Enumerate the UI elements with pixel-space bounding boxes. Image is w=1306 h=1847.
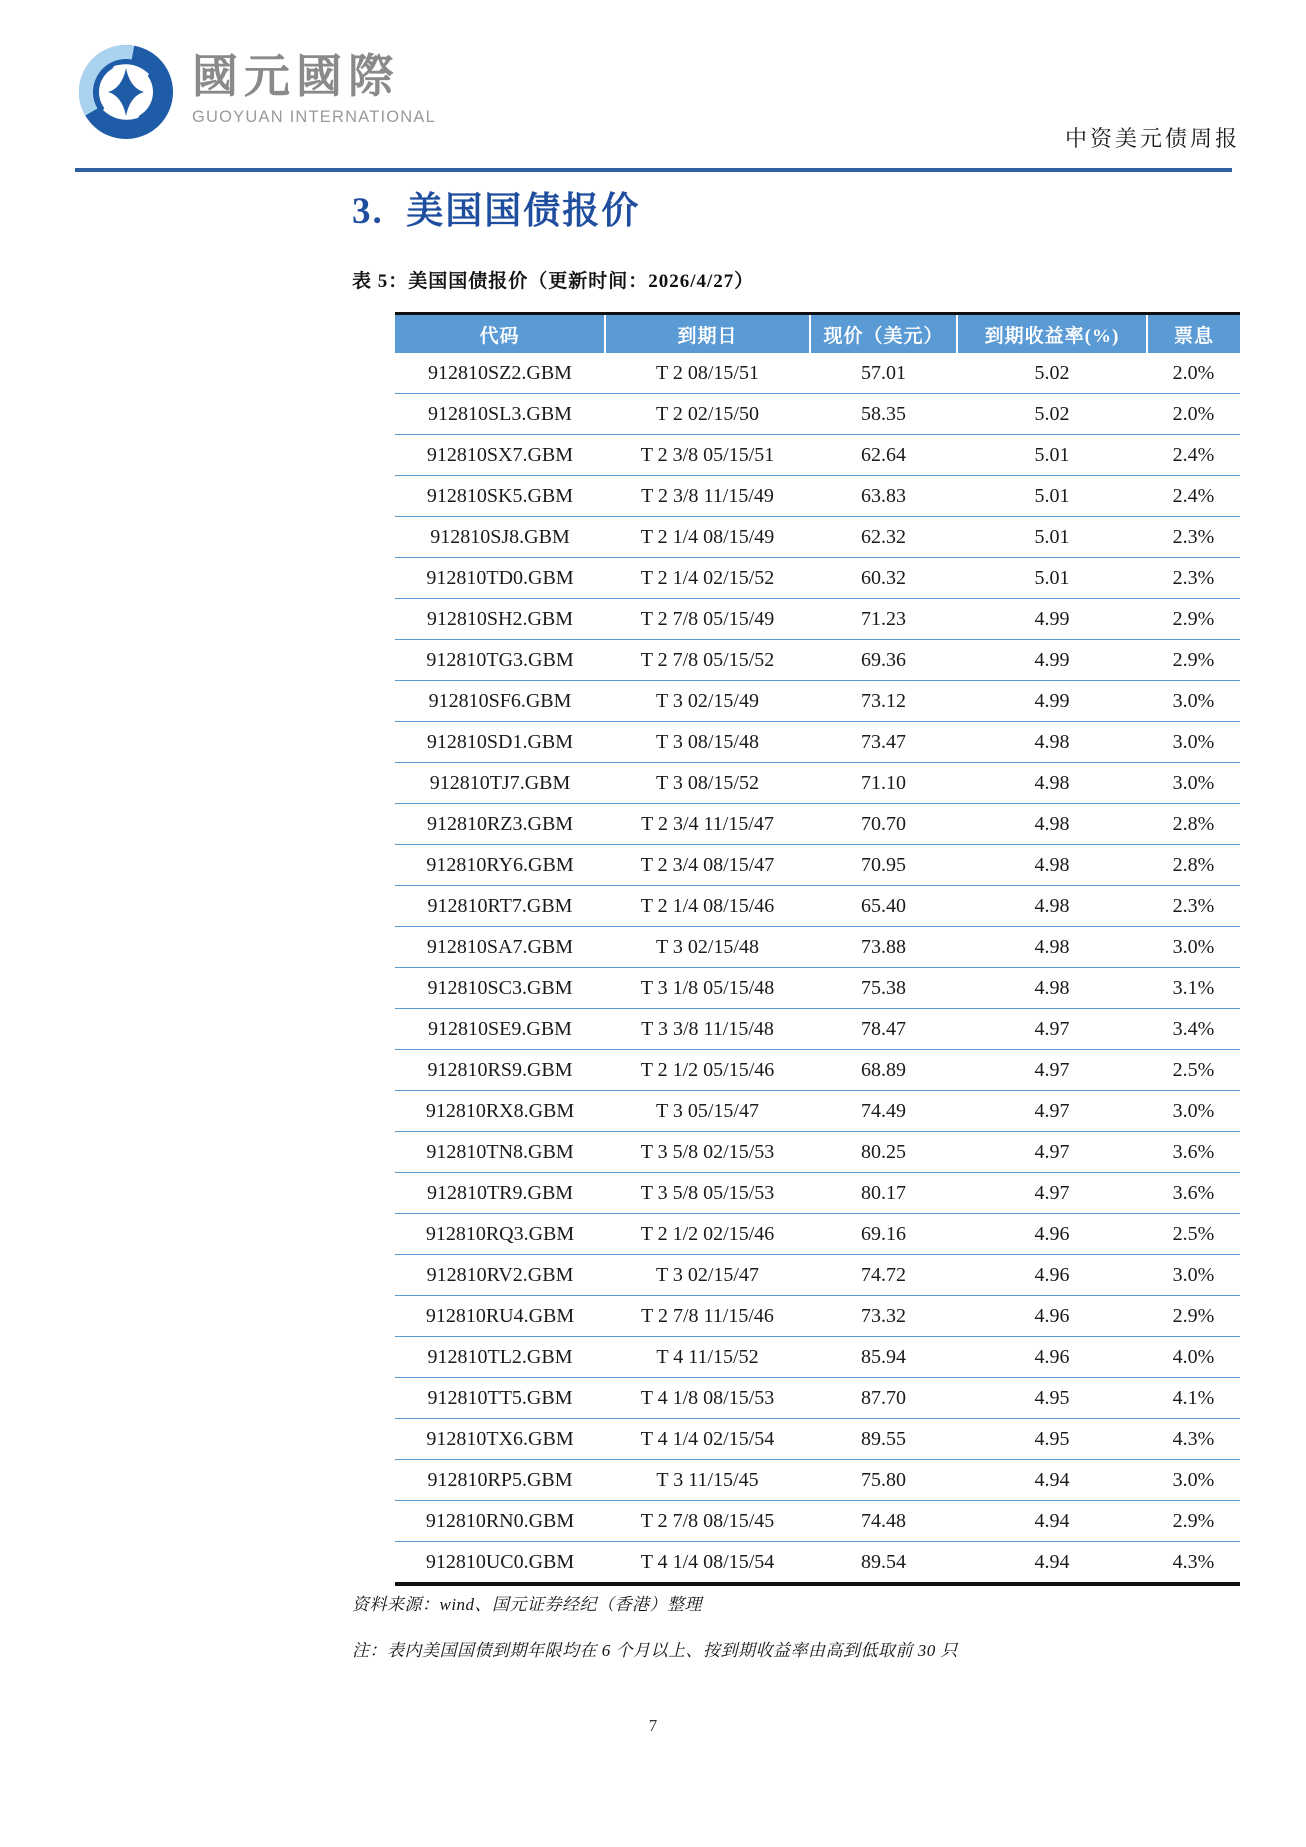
company-logo [76,42,436,142]
cell-code: 912810RX8.GBM [395,1091,605,1132]
cell-maturity: T 3 5/8 05/15/53 [605,1173,810,1214]
cell-maturity: T 2 1/4 08/15/49 [605,517,810,558]
cell-code: 912810SX7.GBM [395,435,605,476]
cell-ytm: 4.95 [957,1419,1147,1460]
cell-price: 73.47 [810,722,957,763]
cell-maturity: T 3 08/15/48 [605,722,810,763]
cell-code: 912810TT5.GBM [395,1378,605,1419]
cell-coupon: 3.1% [1147,968,1240,1009]
cell-ytm: 4.96 [957,1255,1147,1296]
cell-ytm: 5.01 [957,517,1147,558]
cell-ytm: 4.98 [957,886,1147,927]
cell-ytm: 4.97 [957,1091,1147,1132]
cell-coupon: 4.1% [1147,1378,1240,1419]
cell-price: 60.32 [810,558,957,599]
cell-price: 80.25 [810,1132,957,1173]
cell-coupon: 3.0% [1147,1460,1240,1501]
table-row [395,1091,1240,1132]
cell-maturity: T 4 1/4 02/15/54 [605,1419,810,1460]
table-row [395,1460,1240,1501]
cell-code: 912810RY6.GBM [395,845,605,886]
cell-ytm: 4.95 [957,1378,1147,1419]
cell-code: 912810TR9.GBM [395,1173,605,1214]
cell-ytm: 4.99 [957,681,1147,722]
cell-coupon: 2.9% [1147,1501,1240,1542]
section-heading: 3. 美国国债报价 [352,191,641,232]
cell-code: 912810SC3.GBM [395,968,605,1009]
cell-ytm: 4.98 [957,845,1147,886]
cell-price: 62.32 [810,517,957,558]
table-row [395,1050,1240,1091]
column-header-coupon: 票息 [1147,314,1240,354]
cell-coupon: 2.3% [1147,886,1240,927]
cell-coupon: 3.4% [1147,1009,1240,1050]
logo-text-en: GUOYUAN INTERNATIONAL [192,108,437,126]
cell-price: 73.32 [810,1296,957,1337]
bond-table-body [395,353,1240,1584]
cell-ytm: 4.94 [957,1542,1147,1585]
cell-code: 912810SD1.GBM [395,722,605,763]
column-header-price: 现价（美元） [810,314,957,354]
cell-maturity: T 3 3/8 11/15/48 [605,1009,810,1050]
cell-code: 912810RP5.GBM [395,1460,605,1501]
table-row [395,886,1240,927]
cell-price: 74.48 [810,1501,957,1542]
table-row [395,1296,1240,1337]
cell-coupon: 2.8% [1147,845,1240,886]
cell-code: 912810RU4.GBM [395,1296,605,1337]
column-header-ytm: 到期收益率(%) [957,314,1147,354]
cell-maturity: T 3 02/15/47 [605,1255,810,1296]
cell-code: 912810UC0.GBM [395,1542,605,1585]
cell-maturity: T 2 7/8 05/15/49 [605,599,810,640]
cell-maturity: T 2 3/4 11/15/47 [605,804,810,845]
cell-ytm: 4.94 [957,1460,1147,1501]
cell-maturity: T 3 5/8 02/15/53 [605,1132,810,1173]
cell-ytm: 4.94 [957,1501,1147,1542]
cell-price: 65.40 [810,886,957,927]
table-caption: 表 5：美国国债报价（更新时间：2026/4/27） [352,271,755,292]
table-header [395,314,1240,354]
cell-ytm: 4.97 [957,1050,1147,1091]
cell-maturity: T 2 1/2 05/15/46 [605,1050,810,1091]
table-header-row [395,314,1240,354]
cell-maturity: T 3 02/15/49 [605,681,810,722]
table-row [395,517,1240,558]
cell-price: 70.70 [810,804,957,845]
cell-ytm: 4.97 [957,1173,1147,1214]
cell-maturity: T 2 7/8 05/15/52 [605,640,810,681]
cell-coupon: 3.0% [1147,1255,1240,1296]
cell-maturity: T 3 02/15/48 [605,927,810,968]
page-number: 7 [648,1716,658,1735]
report-title-label: 中资美元债周报 [1064,126,1240,151]
cell-price: 68.89 [810,1050,957,1091]
table-row [395,968,1240,1009]
cell-code: 912810TJ7.GBM [395,763,605,804]
cell-maturity: T 2 3/8 11/15/49 [605,476,810,517]
cell-coupon: 2.0% [1147,394,1240,435]
cell-coupon: 2.4% [1147,476,1240,517]
cell-maturity: T 2 02/15/50 [605,394,810,435]
cell-price: 63.83 [810,476,957,517]
cell-code: 912810RV2.GBM [395,1255,605,1296]
cell-code: 912810SZ2.GBM [395,353,605,394]
cell-coupon: 2.3% [1147,517,1240,558]
cell-ytm: 4.98 [957,804,1147,845]
table-row [395,1009,1240,1050]
cell-coupon: 3.0% [1147,722,1240,763]
cell-coupon: 2.5% [1147,1214,1240,1255]
cell-price: 71.23 [810,599,957,640]
table-row [395,1501,1240,1542]
cell-maturity: T 3 05/15/47 [605,1091,810,1132]
table-row [395,394,1240,435]
table-row [395,681,1240,722]
cell-coupon: 3.6% [1147,1173,1240,1214]
cell-price: 69.36 [810,640,957,681]
cell-ytm: 4.97 [957,1009,1147,1050]
cell-price: 70.95 [810,845,957,886]
cell-coupon: 2.5% [1147,1050,1240,1091]
table-row [395,1542,1240,1585]
cell-coupon: 2.9% [1147,1296,1240,1337]
cell-ytm: 4.98 [957,968,1147,1009]
table-row [395,558,1240,599]
table-row [395,1214,1240,1255]
cell-code: 912810RS9.GBM [395,1050,605,1091]
table-row [395,1255,1240,1296]
cell-ytm: 4.98 [957,927,1147,968]
cell-price: 75.80 [810,1460,957,1501]
cell-price: 87.70 [810,1378,957,1419]
cell-code: 912810SF6.GBM [395,681,605,722]
table-row [395,640,1240,681]
table-row [395,845,1240,886]
cell-code: 912810SA7.GBM [395,927,605,968]
cell-code: 912810TD0.GBM [395,558,605,599]
cell-maturity: T 3 08/15/52 [605,763,810,804]
cell-ytm: 4.99 [957,599,1147,640]
cell-price: 57.01 [810,353,957,394]
column-header-code: 代码 [395,314,605,354]
cell-maturity: T 2 7/8 11/15/46 [605,1296,810,1337]
cell-coupon: 3.0% [1147,927,1240,968]
table-row [395,804,1240,845]
table-row [395,353,1240,394]
cell-ytm: 5.01 [957,435,1147,476]
cell-price: 89.54 [810,1542,957,1585]
cell-coupon: 3.0% [1147,763,1240,804]
cell-ytm: 5.02 [957,394,1147,435]
table-row [395,1173,1240,1214]
cell-maturity: T 2 3/4 08/15/47 [605,845,810,886]
us-treasury-quote-table [395,312,1240,1586]
cell-coupon: 2.0% [1147,353,1240,394]
cell-code: 912810SK5.GBM [395,476,605,517]
cell-maturity: T 4 11/15/52 [605,1337,810,1378]
cell-price: 75.38 [810,968,957,1009]
cell-code: 912810RT7.GBM [395,886,605,927]
cell-code: 912810TX6.GBM [395,1419,605,1460]
cell-maturity: T 2 7/8 08/15/45 [605,1501,810,1542]
cell-ytm: 5.01 [957,558,1147,599]
cell-code: 912810RZ3.GBM [395,804,605,845]
remark-note: 注：表内美国国债到期年限均在 6 个月以上、按到期收益率由高到低取前 30 只 [352,1641,958,1660]
table-row [395,476,1240,517]
cell-coupon: 3.0% [1147,1091,1240,1132]
cell-price: 89.55 [810,1419,957,1460]
cell-coupon: 2.9% [1147,599,1240,640]
cell-price: 69.16 [810,1214,957,1255]
cell-coupon: 3.6% [1147,1132,1240,1173]
header-divider-rule [75,168,1232,172]
table-row [395,435,1240,476]
cell-price: 78.47 [810,1009,957,1050]
cell-ytm: 4.96 [957,1296,1147,1337]
cell-code: 912810SE9.GBM [395,1009,605,1050]
cell-coupon: 2.3% [1147,558,1240,599]
cell-maturity: T 3 1/8 05/15/48 [605,968,810,1009]
source-note: 资料来源：wind、国元证券经纪（香港）整理 [352,1595,703,1614]
cell-price: 73.88 [810,927,957,968]
cell-code: 912810RQ3.GBM [395,1214,605,1255]
cell-code: 912810TN8.GBM [395,1132,605,1173]
cell-price: 74.72 [810,1255,957,1296]
logo-text [192,42,436,128]
cell-price: 71.10 [810,763,957,804]
cell-price: 74.49 [810,1091,957,1132]
cell-maturity: T 3 11/15/45 [605,1460,810,1501]
table-row [395,1419,1240,1460]
cell-price: 62.64 [810,435,957,476]
cell-ytm: 4.99 [957,640,1147,681]
cell-coupon: 4.3% [1147,1419,1240,1460]
cell-ytm: 5.01 [957,476,1147,517]
cell-maturity: T 4 1/8 08/15/53 [605,1378,810,1419]
cell-maturity: T 2 1/4 08/15/46 [605,886,810,927]
cell-code: 912810SH2.GBM [395,599,605,640]
table-row [395,763,1240,804]
cell-code: 912810SL3.GBM [395,394,605,435]
logo-text-cn: 國元國際 [192,50,400,102]
cell-ytm: 5.02 [957,353,1147,394]
cell-code: 912810TG3.GBM [395,640,605,681]
cell-maturity: T 2 3/8 05/15/51 [605,435,810,476]
cell-code: 912810TL2.GBM [395,1337,605,1378]
cell-code: 912810SJ8.GBM [395,517,605,558]
cell-price: 85.94 [810,1337,957,1378]
cell-maturity: T 4 1/4 08/15/54 [605,1542,810,1585]
cell-ytm: 4.98 [957,722,1147,763]
table-row [395,599,1240,640]
cell-code: 912810RN0.GBM [395,1501,605,1542]
table-row [395,1337,1240,1378]
guoyuan-logo-icon [76,42,176,142]
column-header-maturity: 到期日 [605,314,810,354]
cell-maturity: T 2 08/15/51 [605,353,810,394]
cell-ytm: 4.98 [957,763,1147,804]
cell-ytm: 4.97 [957,1132,1147,1173]
cell-price: 80.17 [810,1173,957,1214]
table-row [395,1132,1240,1173]
cell-coupon: 4.0% [1147,1337,1240,1378]
cell-coupon: 2.8% [1147,804,1240,845]
table-row [395,1378,1240,1419]
cell-ytm: 4.96 [957,1214,1147,1255]
cell-maturity: T 2 1/4 02/15/52 [605,558,810,599]
table-row [395,927,1240,968]
cell-coupon: 3.0% [1147,681,1240,722]
cell-price: 58.35 [810,394,957,435]
cell-coupon: 2.9% [1147,640,1240,681]
table-row [395,722,1240,763]
cell-price: 73.12 [810,681,957,722]
cell-maturity: T 2 1/2 02/15/46 [605,1214,810,1255]
cell-ytm: 4.96 [957,1337,1147,1378]
cell-coupon: 4.3% [1147,1542,1240,1585]
cell-coupon: 2.4% [1147,435,1240,476]
